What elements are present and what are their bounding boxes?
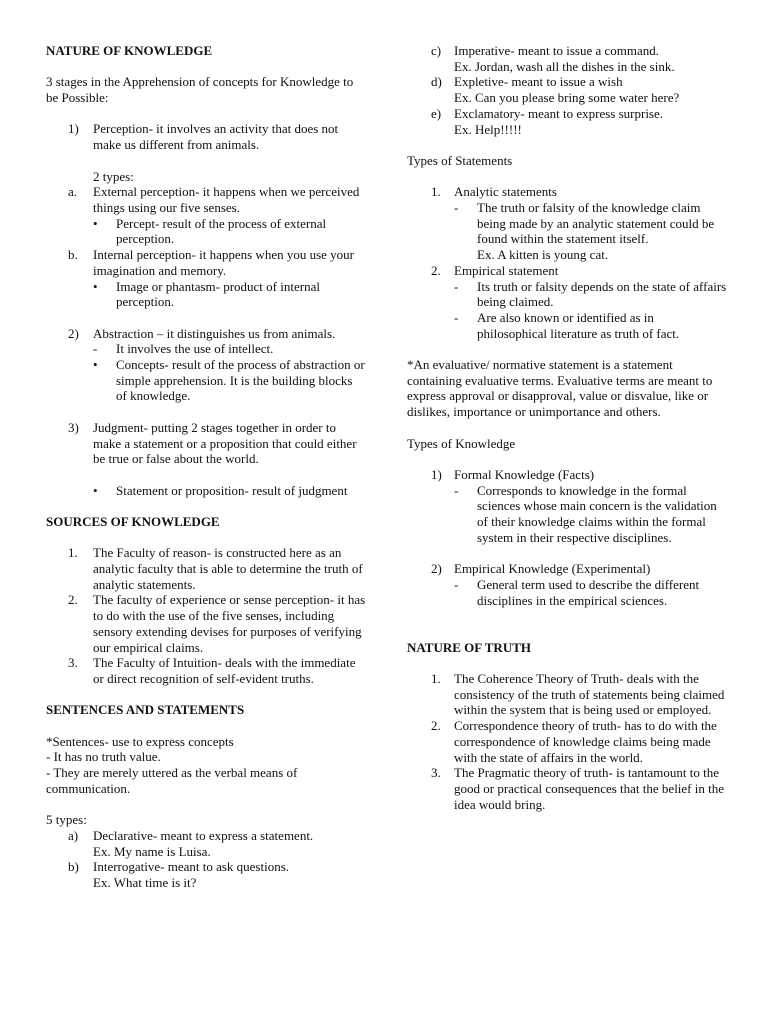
analytic-dash: - The truth or falsity of the knowledge claim being made by an analytic statement could be found within the statement itself. (454, 200, 715, 247)
perception-types-label: 2 types: (93, 168, 134, 184)
formal-dash: - Corresponds to knowledge in the formal sciences whose main concern is the validation of their knowledge claims within the formal system in their respective disciplines. (454, 482, 717, 545)
five-types-label: 5 types: (46, 812, 87, 828)
heading-nature-of-truth: NATURE OF TRUTH (407, 639, 531, 655)
sentences-definition: *Sentences- use to express concepts (46, 733, 234, 749)
heading-types-of-knowledge: Types of Knowledge (407, 435, 516, 451)
intellect-dash: - It involves the use of intellect. (93, 341, 274, 357)
right-column (407, 43, 727, 812)
statement-empirical: 2. Empirical statement (431, 262, 559, 278)
heading-sources-of-knowledge: SOURCES OF KNOWLEDGE (46, 513, 220, 529)
truth-correspondence: 2. Correspondence theory of truth- has to do with the correspondence of knowledge claims being made with the state of affairs in the world. (431, 718, 717, 765)
stage-judgment: 3) Judgment- putting 2 stages together in order to make a statement or a proposition that could either be true or false about the world. (68, 419, 357, 467)
source-experience: 2. The faculty of experience or sense perception- it has to do with the use of the five senses, including sensory extending devises for purposes of verifying our empirical claims. (68, 592, 366, 655)
declarative-example: Ex. My name is Luisa. (93, 843, 211, 859)
expletive-example: Ex. Can you please bring some water here? (454, 90, 680, 106)
type-imperative: c) Imperative- meant to issue a command. (431, 43, 660, 58)
type-interrogative: b) Interrogative- meant to ask questions. (68, 859, 290, 875)
knowledge-formal: 1) Formal Knowledge (Facts) (431, 466, 595, 482)
heading-types-of-statements: Types of Statements (407, 152, 513, 168)
source-intuition: 3. The Faculty of Intuition- deals with the immediate or direct recognition of self-evident truths. (68, 655, 356, 686)
image-phantasm-bullet: • Image or phantasm- product of internal perception. (93, 278, 320, 310)
internal-perception-item: b. Internal perception- it happens when you use your imagination and memory. (68, 247, 355, 278)
stage-abstraction: 2) Abstraction – it distinguishes us from animals. (68, 325, 336, 341)
evaluative-statement-note: *An evaluative/ normative statement is a statement containing evaluative terms. Evaluative terms are meant to express approval or disapproval, value or disvalue, like or dislikes, importance or unimportance and others. (407, 357, 713, 420)
statement-analytic: 1. Analytic statements (431, 184, 557, 200)
percept-bullet: • Percept- result of the process of external perception. (93, 215, 327, 247)
sentences-no-truth: - It has no truth value. (46, 749, 161, 765)
external-perception-item: a. External perception- it happens when we perceived things using our five senses. (68, 184, 360, 215)
truth-coherence: 1. The Coherence Theory of Truth- deals with the consistency of the truth of statements being claimed within the system that is being used or employed. (431, 670, 725, 718)
empirical-knowledge-dash: - General term used to describe the different disciplines in the empirical sciences. (454, 576, 700, 608)
exclamatory-example: Ex. Help!!!!! (454, 121, 522, 137)
empirical-dash-2: - Are also known or identified as in philosophical literature as truth of fact. (454, 309, 680, 341)
concepts-bullet: • Concepts- result of the process of abstraction or simple apprehension. It is the building blocks of knowledge. (93, 357, 365, 404)
type-exclamatory: e) Exclamatory- meant to express surprise. (431, 105, 664, 121)
type-declarative: a) Declarative- meant to express a statement. (68, 827, 314, 843)
truth-pragmatic: 3. The Pragmatic theory of truth- is tantamount to the good or practical consequences that the belief in the idea would bring. (431, 765, 725, 812)
empirical-dash-1: - Its truth or falsity depends on the state of affairs being claimed. (454, 278, 727, 310)
intro-paragraph: 3 stages in the Apprehension of concepts for Knowledge to be Possible: (46, 74, 354, 106)
source-reason: 1. The Faculty of reason- is constructed here as an analytic faculty that is able to determine the truth of analytic statements. (68, 545, 363, 592)
statement-bullet: • Statement or proposition- result of judgment (93, 482, 348, 498)
heading-sentences-and-statements: SENTENCES AND STATEMENTS (46, 702, 245, 718)
type-expletive: d) Expletive- meant to issue a wish (431, 74, 623, 90)
interrogative-example: Ex. What time is it? (93, 875, 197, 891)
stage-perception: 1) Perception- it involves an activity that does not make us different from animals. (68, 121, 339, 153)
left-column (46, 43, 366, 891)
sentences-uttered: - They are merely uttered as the verbal means of communication. (46, 765, 298, 796)
heading-nature-of-knowledge: NATURE OF KNOWLEDGE (46, 43, 213, 58)
analytic-example: Ex. A kitten is young cat. (477, 247, 609, 263)
knowledge-empirical: 2) Empirical Knowledge (Experimental) (431, 561, 651, 577)
imperative-example: Ex. Jordan, wash all the dishes in the sink. (454, 58, 675, 74)
